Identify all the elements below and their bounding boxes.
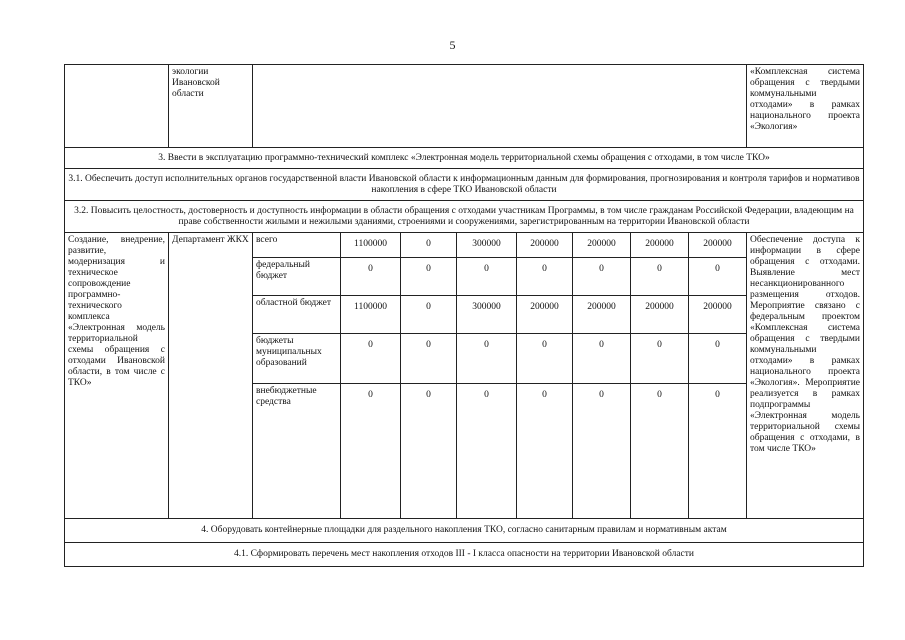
amount-cell: 1100000 — [341, 233, 401, 258]
amount-cell: 300000 — [457, 233, 517, 258]
section-row-3-2 — [65, 201, 864, 233]
amount-cell: 1100000 — [341, 296, 401, 334]
funding-source: областной бюджет — [253, 296, 341, 334]
amount-cell: 0 — [457, 384, 517, 519]
continuation-responsible-cell: экологии Ивановской области — [169, 65, 253, 148]
amount-cell: 200000 — [631, 296, 689, 334]
amount-cell: 0 — [341, 384, 401, 519]
amount-cell: 200000 — [517, 233, 573, 258]
amount-cell: 300000 — [457, 296, 517, 334]
measure-responsible-cell: Департамент ЖКХ — [169, 233, 253, 519]
measure-row-total — [65, 233, 864, 258]
amount-cell: 0 — [631, 334, 689, 384]
section-heading-3-2: 3.2. Повысить целостность, достоверность и доступность информации в области обращения с отходами участникам Программы, в том числе гражданам Российской Федерации, владеющим на праве собственности жилыми и нежилыми зданиями, строениями и сооружениями, зарегистрированным на территории Ивановской области — [65, 201, 864, 233]
amount-cell: 0 — [689, 258, 747, 296]
page-number: 5 — [449, 38, 456, 52]
amount-cell: 0 — [517, 334, 573, 384]
amount-cell: 0 — [517, 258, 573, 296]
amount-cell: 0 — [401, 384, 457, 519]
amount-cell: 200000 — [689, 296, 747, 334]
amount-cell: 0 — [573, 258, 631, 296]
amount-cell: 200000 — [573, 296, 631, 334]
continuation-measure-cell — [65, 65, 169, 148]
continuation-row — [65, 65, 864, 148]
amount-cell: 0 — [689, 334, 747, 384]
measure-name-cell: Создание, внедрение, развитие, модернизация и техническое сопровождение программно-технического комплекса «Электронная модель территориальной схемы обращения с отходами Ивановской области, в том числе с ТКО» — [65, 233, 169, 519]
amount-cell: 0 — [341, 334, 401, 384]
section-heading-4-1: 4.1. Сформировать перечень мест накопления отходов III - I класса опасности на территории Ивановской области — [65, 543, 864, 567]
funding-source: федеральный бюджет — [253, 258, 341, 296]
amount-cell: 0 — [517, 384, 573, 519]
amount-cell: 0 — [573, 384, 631, 519]
section-row-3-1 — [65, 169, 864, 201]
amount-cell: 0 — [401, 233, 457, 258]
amount-cell: 0 — [631, 258, 689, 296]
amount-cell: 200000 — [631, 233, 689, 258]
amount-cell: 0 — [401, 258, 457, 296]
section-row-4 — [65, 519, 864, 543]
continuation-note-cell: «Комплексная система обращения с твердыми коммунальными отходами» в рамках национального проекта «Экология» — [747, 65, 864, 148]
section-row-4-1 — [65, 543, 864, 567]
amount-cell: 0 — [401, 296, 457, 334]
funding-source: внебюджетные средства — [253, 384, 341, 519]
section-heading-3: 3. Ввести в эксплуатацию программно-технический комплекс «Электронная модель территориальной схемы обращения с отходами, в том числе ТКО» — [65, 148, 864, 169]
continuation-financing-cell — [253, 65, 747, 148]
program-table — [64, 64, 864, 567]
amount-cell: 0 — [341, 258, 401, 296]
section-row-3 — [65, 148, 864, 169]
amount-cell: 0 — [689, 384, 747, 519]
section-heading-3-1: 3.1. Обеспечить доступ исполнительных органов государственной власти Ивановской области к информационным данным для формирования, прогнозирования и контроля тарифов и нормативов накопления в сфере ТКО Ивановской области — [65, 169, 864, 201]
funding-source: бюджеты муниципальных образований — [253, 334, 341, 384]
amount-cell: 0 — [631, 384, 689, 519]
amount-cell: 200000 — [689, 233, 747, 258]
section-heading-4: 4. Оборудовать контейнерные площадки для раздельного накопления ТКО, согласно санитарным правилам и нормативным актам — [65, 519, 864, 543]
amount-cell: 200000 — [517, 296, 573, 334]
amount-cell: 0 — [457, 258, 517, 296]
amount-cell: 0 — [573, 334, 631, 384]
funding-source: всего — [253, 233, 341, 258]
amount-cell: 200000 — [573, 233, 631, 258]
amount-cell: 0 — [401, 334, 457, 384]
amount-cell: 0 — [457, 334, 517, 384]
measure-note-cell: Обеспечение доступа к информации в сфере обращения с отходами. Выявление мест несанкционированного размещения отходов. Мероприятие связано с федеральным проектом «Комплексная система обращения с твердыми коммунальными отходами» в рамках национального проекта «Экология». Мероприятие реализуется в рамках подпрограммы «Электронная модель территориальной схемы обращения с отходами, в том числе ТКО» — [747, 233, 864, 519]
